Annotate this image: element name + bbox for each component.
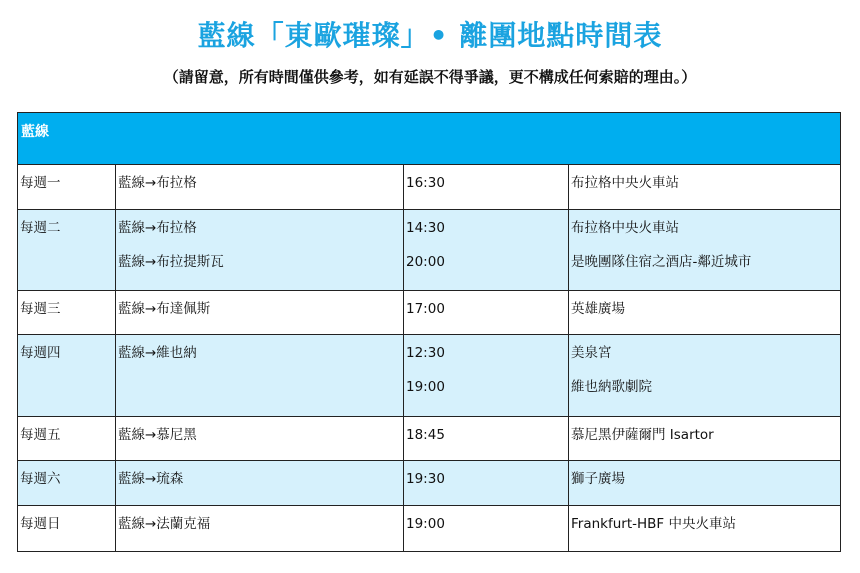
time-cell <box>404 335 569 417</box>
route-cell <box>116 210 404 291</box>
day-label: 每週四 <box>20 345 61 361</box>
day-label: 每週五 <box>20 427 61 443</box>
route-cell-text: 藍線→慕尼黑 <box>118 427 197 443</box>
route-cell <box>116 506 404 552</box>
place-cell <box>569 335 841 417</box>
time-cell-text: 18:45 <box>406 427 445 443</box>
place-cell <box>569 291 841 335</box>
table-row <box>18 506 841 552</box>
table-row <box>18 165 841 210</box>
day-cell <box>18 461 116 506</box>
place-cell-text: 布拉格中央火車站 <box>571 175 679 191</box>
day-cell <box>18 291 116 335</box>
time-cell-text: 14:30 <box>406 220 445 236</box>
route-cell-text: 藍線→布拉格 <box>118 175 197 191</box>
day-cell <box>18 506 116 552</box>
time-cell-text: 19:30 <box>406 471 445 487</box>
place-cell-text: 獅子廣場 <box>571 471 625 487</box>
route-cell-text: 藍線→琉森 <box>118 471 184 487</box>
route-cell-text: 藍線→法蘭克福 <box>118 516 211 532</box>
time-cell <box>404 417 569 461</box>
line-gap <box>571 362 840 378</box>
time-cell <box>404 165 569 210</box>
place-cell-text: 美泉宮 <box>571 345 612 361</box>
route-cell-text: 藍線→布拉格 <box>118 220 197 236</box>
table-row <box>18 417 841 461</box>
time-cell <box>404 506 569 552</box>
place-cell <box>569 165 841 210</box>
place-cell-text: 維也納歌劇院 <box>571 379 652 395</box>
day-cell <box>18 417 116 461</box>
day-cell <box>18 165 116 210</box>
route-cell-text: 藍線→布達佩斯 <box>118 301 211 317</box>
line-gap <box>118 237 403 253</box>
place-cell-text: Frankfurt-HBF 中央火車站 <box>571 516 736 532</box>
day-label: 每週六 <box>20 471 61 487</box>
route-cell-text: 藍線→維也納 <box>118 345 197 361</box>
day-label: 每週二 <box>20 220 61 236</box>
place-cell <box>569 417 841 461</box>
day-cell <box>18 335 116 417</box>
place-cell-text: 布拉格中央火車站 <box>571 220 679 236</box>
place-cell-text: 是晚團隊住宿之酒店-鄰近城市 <box>571 254 752 270</box>
day-cell <box>18 210 116 291</box>
route-cell <box>116 461 404 506</box>
disclaimer-note: （請留意，所有時間僅供參考，如有延誤不得爭議，更不構成任何索賠的理由。） <box>163 68 697 86</box>
table-header: 藍線 <box>18 113 841 165</box>
place-cell <box>569 461 841 506</box>
time-cell <box>404 291 569 335</box>
place-cell <box>569 210 841 291</box>
time-cell-text: 16:30 <box>406 175 445 191</box>
time-cell <box>404 461 569 506</box>
time-cell-text: 19:00 <box>406 379 445 395</box>
day-label: 每週一 <box>20 175 61 191</box>
time-cell-text: 12:30 <box>406 345 445 361</box>
route-cell <box>116 291 404 335</box>
time-cell <box>404 210 569 291</box>
route-cell <box>116 417 404 461</box>
line-gap <box>571 237 840 253</box>
time-cell-text: 20:00 <box>406 254 445 270</box>
page-title: 藍線「東歐璀璨」• 離團地點時間表 <box>197 19 663 52</box>
schedule-table <box>17 112 841 552</box>
route-cell <box>116 335 404 417</box>
table-row <box>18 461 841 506</box>
time-cell-text: 19:00 <box>406 516 445 532</box>
place-cell <box>569 506 841 552</box>
line-gap <box>406 237 568 253</box>
route-cell-text: 藍線→布拉提斯瓦 <box>118 254 224 270</box>
place-cell-text: 慕尼黑伊薩爾門 Isartor <box>571 427 714 443</box>
table-row <box>18 210 841 291</box>
table-row <box>18 335 841 417</box>
line-gap <box>406 362 568 378</box>
table-header-row <box>18 113 841 165</box>
route-cell <box>116 165 404 210</box>
day-label: 每週三 <box>20 301 61 317</box>
day-label: 每週日 <box>20 516 61 532</box>
time-cell-text: 17:00 <box>406 301 445 317</box>
table-row <box>18 291 841 335</box>
place-cell-text: 英雄廣場 <box>571 301 625 317</box>
